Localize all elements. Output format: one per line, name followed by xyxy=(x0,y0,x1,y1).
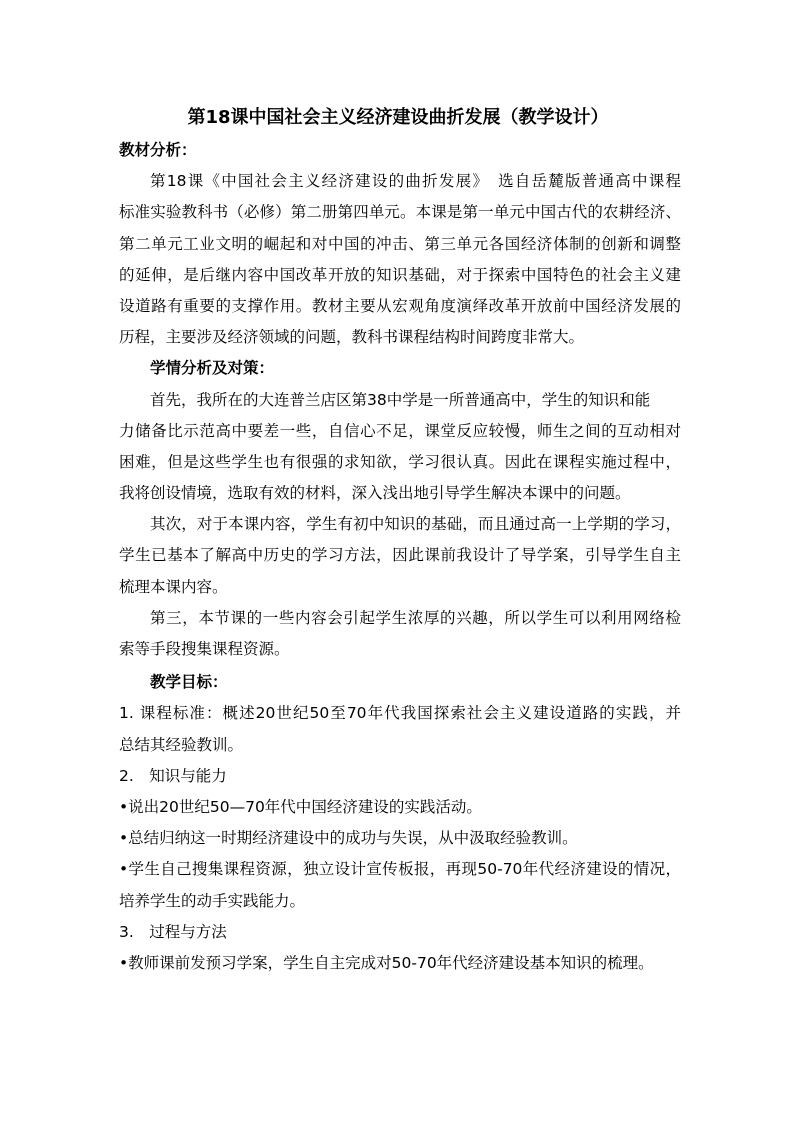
paragraph-line: 设道路有重要的支撑作用。教材主要从宏观角度演绎改革开放前中国经济发展的 xyxy=(119,296,681,315)
paragraph-line: 其次，对于本课内容，学生有初中知识的基础，而且通过高一上学期的学习， xyxy=(150,515,681,534)
paragraph-line: 标准实验教科书（必修）第二册第四单元。本课是第一单元中国古代的农耕经济、 xyxy=(119,203,681,222)
paragraph-line: 困难，但是这些学生也有很强的求知欲，学习很认真。因此在课程实施过程中， xyxy=(119,452,681,471)
list-item: 3. 过程与方法 xyxy=(119,922,227,941)
section-heading-textbook-analysis: 教材分析： xyxy=(119,141,197,159)
paragraph-line: 历程，主要涉及经济领域的问题，教科书课程结构时间跨度非常大。 xyxy=(119,328,585,347)
paragraph-line: 学生已基本了解高中历史的学习方法，因此课前我设计了导学案，引导学生自主 xyxy=(119,546,681,565)
list-item: •总结归纳这一时期经济建设中的成功与失误，从中汲取经验教训。 xyxy=(119,829,578,848)
section-heading-student-analysis: 学情分析及对策： xyxy=(150,359,275,378)
list-item: •学生自己搜集课程资源，独立设计宣传板报，再现50-70年代经济建设的情况， xyxy=(119,860,681,879)
paragraph-line: 第三，本节课的一些内容会引起学生浓厚的兴趣，所以学生可以利用网络检 xyxy=(150,608,681,627)
list-item: 培养学生的动手实践能力。 xyxy=(119,891,306,910)
list-item: •说出20世纪50—70年代中国经济建设的实践活动。 xyxy=(119,797,482,816)
page-title: 第18课中国社会主义经济建设曲折发展（教学设计） xyxy=(187,107,609,128)
list-item: •教师课前发预习学案，学生自主完成对50-70年代经济建设基本知识的梳理。 xyxy=(119,953,654,972)
paragraph-line: 第18课《中国社会主义经济建设的曲折发展》 选自岳麓版普通高中课程 xyxy=(150,172,681,191)
paragraph-line: 我将创设情境，选取有效的材料，深入浅出地引导学生解决本课中的问题。 xyxy=(119,484,631,503)
section-heading-teaching-goals: 教学目标： xyxy=(150,673,228,692)
paragraph-line: 梳理本课内容。 xyxy=(119,577,228,596)
paragraph-line: 首先，我所在的大连普兰店区第38中学是一所普通高中，学生的知识和能 xyxy=(150,390,651,409)
paragraph-line: 索等手段搜集课程资源。 xyxy=(119,640,290,658)
paragraph-line: 第二单元工业文明的崛起和对中国的冲击、第三单元各国经济体制的创新和调整 xyxy=(119,234,681,253)
list-item: 2. 知识与能力 xyxy=(119,766,227,785)
paragraph-line: 的延伸，是后继内容中国改革开放的知识基础，对于探索中国特色的社会主义建 xyxy=(119,265,681,284)
list-item: 总结其经验教训。 xyxy=(119,735,244,754)
paragraph-line: 力储备比示范高中要差一些，自信心不足，课堂反应较慢，师生之间的互动相对 xyxy=(119,421,681,440)
list-item: 1. 课程标准：概述20世纪50至70年代我国探索社会主义建设道路的实践，并 xyxy=(119,704,681,723)
document-page xyxy=(119,101,681,979)
